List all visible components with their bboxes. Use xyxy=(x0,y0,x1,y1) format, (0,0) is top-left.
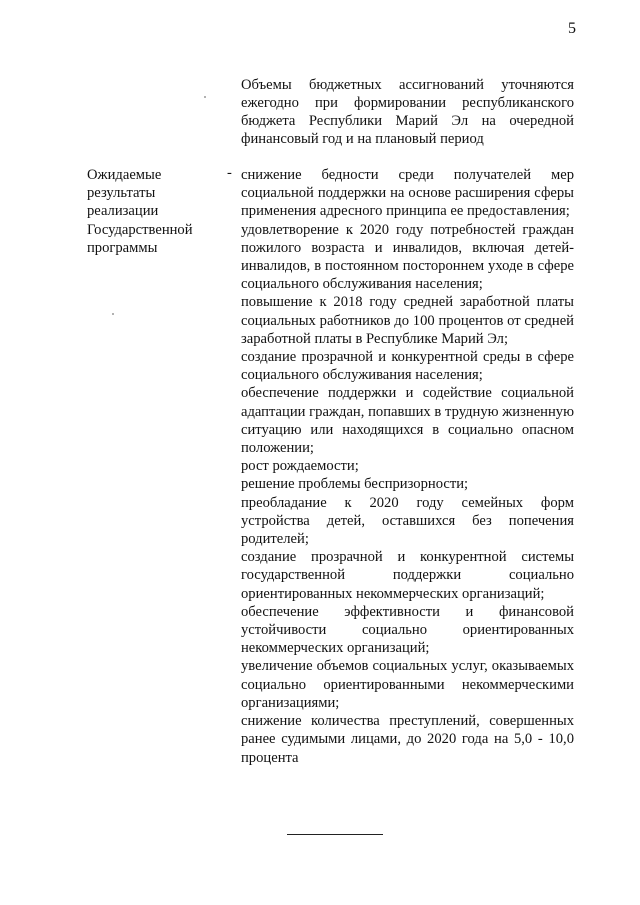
section-label xyxy=(87,166,222,257)
result-item: рост рождаемости; xyxy=(241,458,359,475)
section-label-line: реализации xyxy=(87,203,159,220)
expected-results-list xyxy=(241,166,574,767)
section-label-line: результаты xyxy=(87,185,156,202)
section-label-line: программы xyxy=(87,239,158,256)
result-item: обеспечение эффективности и финансовой устойчивости социально ориентированных некоммерческих организаций; xyxy=(241,603,574,657)
end-of-section-rule xyxy=(287,834,383,835)
section-label-line: Ожидаемые xyxy=(87,167,162,183)
section-label-line: Государственной xyxy=(87,221,193,238)
result-item: обеспечение поддержки и содействие социальной адаптации граждан, попавших в трудную жизненную ситуацию или находящихся в социально опасном положении; xyxy=(241,385,574,457)
result-item: снижение количества преступлений, совершенных ранее судимыми лицами, до 2020 года на 5,0 - 10,0 процента xyxy=(241,713,574,766)
result-item: снижение бедности среди получателей мер социальной поддержки на основе расширения сферы применения адресного принципа ее предоставления; xyxy=(241,167,574,220)
scan-speck xyxy=(112,313,114,315)
result-item: преобладание к 2020 году семейных форм устройства детей, оставшихся без попечения родителей; xyxy=(241,494,574,548)
scan-speck xyxy=(204,96,206,98)
funding-note-paragraph: Объемы бюджетных ассигнований уточняются ежегодно при формировании республиканского бюджета Республики Марий Эл на очередной финансовый год и на плановый период xyxy=(241,77,574,147)
page-number: 5 xyxy=(568,20,576,37)
result-item: увеличение объемов социальных услуг, оказываемых социально ориентированными некоммерческими организациями; xyxy=(241,658,574,711)
label-separator-dash: - xyxy=(227,165,232,181)
result-item: повышение к 2018 году средней заработной платы социальных работников до 100 процентов от средней заработной платы в Республике Марий Эл; xyxy=(241,294,574,347)
result-item: создание прозрачной и конкурентной системы государственной поддержки социально ориентированных некоммерческих организаций; xyxy=(241,549,574,602)
result-item: решение проблемы беспризорности; xyxy=(241,476,469,493)
result-item: удовлетворение к 2020 году потребностей граждан пожилого возраста и инвалидов, включая детей-инвалидов, в постоянном постороннем уходе в сфере социального обслуживания населения; xyxy=(241,221,574,293)
result-item: создание прозрачной и конкурентной среды в сфере социального обслуживания населения; xyxy=(241,349,574,384)
